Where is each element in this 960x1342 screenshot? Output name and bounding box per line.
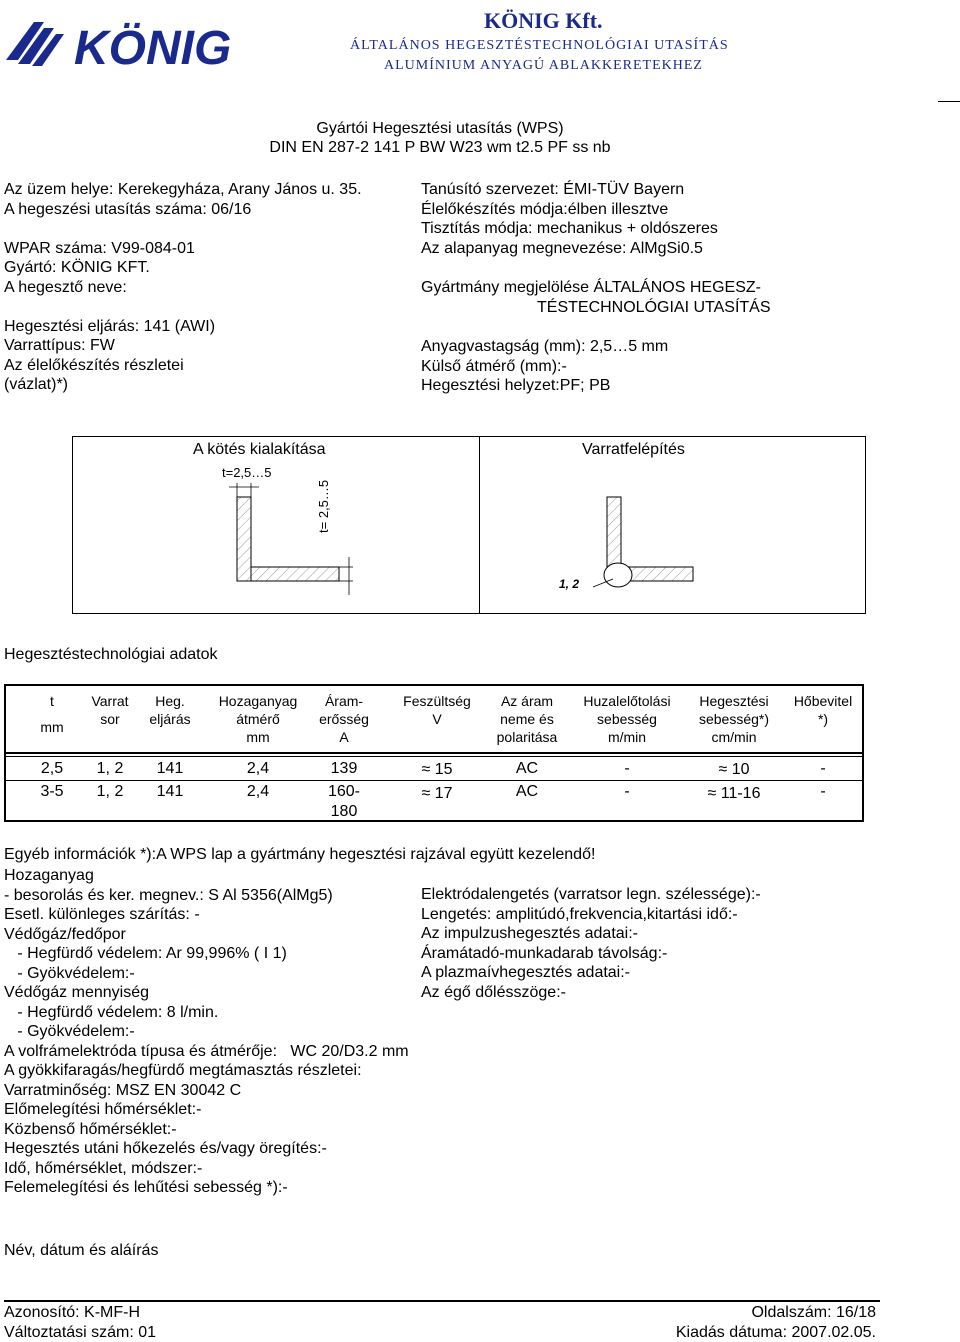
- layer-label: 1, 2: [559, 577, 580, 591]
- header-subtitle-1: ÁLTALÁNOS HEGESZTÉSTECHNOLÓGIAI UTASÍTÁS: [350, 38, 729, 53]
- info-line: Varratminőség: MSZ EN 30042 C: [4, 1081, 242, 1099]
- info-line: Közbenső hőmérséklet:-: [4, 1120, 177, 1138]
- info-line: Külső átmérő (mm):-: [421, 357, 567, 375]
- info-line: Varrattípus: FW: [4, 337, 115, 354]
- info-line: Tisztítás módja: mechanikus + oldószeres: [421, 220, 718, 237]
- header-cell: Hegesztési sebesség*) cm/min: [698, 693, 770, 745]
- table-cell: -: [624, 783, 630, 800]
- bottom-left-info: [4, 866, 409, 1198]
- info-line: WPAR száma: V99-084-01: [4, 239, 195, 257]
- signature-label: Név, dátum és aláírás: [4, 1242, 159, 1259]
- info-line: - Hegfürdő védelem: 8 l/min.: [4, 1003, 219, 1021]
- header-cell: Heg. eljárás: [149, 693, 191, 727]
- table-cell: 141: [156, 783, 184, 800]
- table-cell: ≈ 15: [421, 761, 453, 778]
- product-line-1: Gyártmány megjelölése ÁLTALÁNOS HEGESZ-: [421, 279, 761, 296]
- info-line: Védőgáz/fedőpor: [4, 925, 126, 943]
- header-cell: Varrat sor: [91, 693, 129, 727]
- footer-id: Azonosító: K-MF-H: [4, 1304, 141, 1321]
- info-line: Az élelőkészítés részletei: [4, 356, 184, 374]
- info-line: Lengetés: amplitúdó,frekvencia,kitartási idő:-: [421, 905, 738, 923]
- table-cell: -: [820, 760, 826, 777]
- info-line: - Hegfürdő védelem: Ar 99,996% ( I 1): [4, 945, 287, 962]
- table-cell: -: [820, 783, 826, 800]
- logo-text: KÖNIG: [74, 22, 232, 72]
- other-info-title: Egyéb információk *):A WPS lap a gyártmány hegesztési rajzával együtt kezelendő!: [4, 846, 596, 863]
- table-rule: [4, 752, 864, 754]
- right-info-2: [421, 337, 668, 396]
- info-line: A gyökkifaragás/hegfürdő megtámasztás részletei:: [4, 1062, 362, 1079]
- product-line-2: TÉSTECHNOLÓGIAI UTASÍTÁS: [537, 299, 771, 316]
- welding-data-table: [4, 684, 864, 822]
- header-cell: Feszültség V: [403, 693, 471, 727]
- info-line: - Gyökvédelem:-: [4, 964, 135, 982]
- info-line: - besorolás és ker. megnev.: S Al 5356(AlMg5): [4, 886, 333, 904]
- table-cell: 2,5: [40, 760, 64, 777]
- info-line: [4, 219, 362, 239]
- table-cell: -: [624, 760, 630, 777]
- table-cell: 2,4: [246, 783, 270, 800]
- footer-page: Oldalszám: 16/18: [751, 1304, 876, 1321]
- table-cell: 1, 2: [96, 760, 124, 777]
- info-line: [4, 297, 362, 317]
- info-line: Az impulzushegesztés adatai:-: [421, 925, 638, 942]
- table-cell: ≈ 10: [718, 761, 750, 778]
- info-line: (vázlat)*): [4, 376, 69, 393]
- table-cell: 160-: [327, 783, 361, 800]
- info-line: Gyártó: KÖNIG KFT.: [4, 259, 150, 276]
- header-cell: Az áram neme és polaritása: [496, 693, 558, 745]
- info-line: - Gyökvédelem:-: [4, 1023, 135, 1040]
- info-line: Felemelegítési és lehűtési sebesség *):-: [4, 1179, 288, 1196]
- table-cell: ≈ 11-16: [707, 785, 761, 802]
- header-subtitle-2: ALUMÍNIUM ANYAGÚ ABLAKKERETEKHEZ: [384, 58, 703, 73]
- joint-right-title: Varratfelépítés: [582, 441, 685, 458]
- header-cell: Huzalelőtolási sebesség m/min: [583, 693, 671, 745]
- info-line: Védőgáz mennyiség: [4, 984, 149, 1001]
- info-line: Élelőkészítés módja:élben illesztve: [421, 200, 669, 218]
- table-cell: AC: [515, 760, 539, 777]
- info-line: Anyagvastagság (mm): 2,5…5 mm: [421, 338, 669, 355]
- left-info: [4, 180, 362, 395]
- info-line: Tanúsító szervezet: ÉMI-TÜV Bayern: [421, 181, 685, 198]
- info-line: Az alapanyag megnevezése: AlMgSi0.5: [421, 239, 703, 257]
- header-cell: Hozaganyag átmérő mm: [218, 693, 298, 745]
- joint-left-title: A kötés kialakítása: [193, 441, 326, 458]
- table-rule: [4, 780, 864, 781]
- table-cell: AC: [515, 783, 539, 800]
- info-line: Hegesztési eljárás: 141 (AWI): [4, 317, 216, 335]
- table-cell: 2,4: [246, 760, 270, 777]
- table-cell: 139: [330, 760, 358, 777]
- info-line: Idő, hőmérséklet, módszer:-: [4, 1159, 203, 1177]
- info-line: Hozaganyag: [4, 867, 94, 884]
- info-line: Elektródalengetés (varratsor legn. szélessége):-: [421, 886, 761, 903]
- joint-section: [72, 436, 866, 614]
- thickness-top-label: t=2,5…5: [222, 465, 272, 480]
- table-cell: 3-5: [40, 783, 64, 800]
- footer-rule: [4, 1300, 880, 1302]
- info-line: A plazmaívhegesztés adatai:-: [421, 964, 631, 981]
- info-line: A volfrámelektróda típusa és átmérője: WC 20/D3.2 mm: [4, 1042, 409, 1060]
- info-line: Előmelegítési hőmérséklet:-: [4, 1101, 202, 1118]
- konig-logo: [4, 14, 254, 72]
- header-cell: Áram- erősség A: [319, 693, 369, 745]
- info-line: A hegeszési utasítás száma: 06/16: [4, 200, 252, 218]
- company-name: KÖNIG Kft.: [484, 8, 603, 33]
- header-cell: Hőbevitel *): [793, 693, 853, 727]
- info-line: Esetl. különleges szárítás: -: [4, 906, 200, 923]
- info-line: A hegesztő neve:: [4, 278, 127, 296]
- info-line: Az égő dőlésszöge:-: [421, 983, 566, 1001]
- wps-standard: DIN EN 287-2 141 P BW W23 wm t2.5 PF ss nb: [269, 139, 611, 156]
- joint-drawing: [73, 437, 865, 613]
- top-right-rule: [938, 101, 960, 102]
- table-cell: 141: [156, 760, 184, 777]
- header-cell: t mm: [40, 693, 64, 735]
- table-cell: ≈ 17: [421, 785, 453, 802]
- footer-date: Kiadás dátuma: 2007.02.05.: [675, 1324, 876, 1341]
- info-line: Az üzem helye: Kerekegyháza, Arany János u. 35.: [4, 181, 362, 198]
- info-line: Hegesztési helyzet:PF; PB: [421, 377, 611, 394]
- bottom-right-info: [421, 885, 761, 1002]
- table-rule: [4, 756, 864, 757]
- table-cell: 1, 2: [96, 783, 124, 800]
- thickness-side-label: t= 2,5…5: [316, 479, 331, 533]
- wps-title: Gyártói Hegesztési utasítás (WPS): [316, 120, 564, 137]
- footer-change: Változtatási szám: 01: [4, 1324, 157, 1341]
- info-line: Hegesztés utáni hőkezelés és/vagy öregítés:-: [4, 1140, 327, 1157]
- table-title: Hegesztéstechnológiai adatok: [4, 646, 218, 663]
- info-line: Áramátadó-munkadarab távolság:-: [421, 944, 668, 962]
- table-cell: 180: [330, 803, 358, 820]
- right-info: [421, 180, 718, 258]
